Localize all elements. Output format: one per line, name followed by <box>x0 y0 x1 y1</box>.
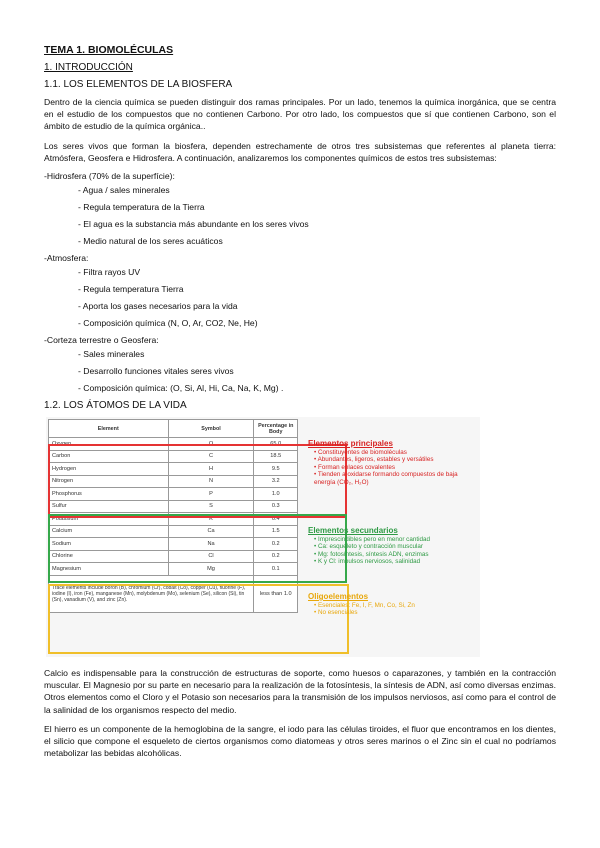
table-cell: Oxygen <box>49 438 169 451</box>
hidrosfera-label: -Hidrosfera (70% de la superfície): <box>44 171 175 182</box>
legend-item: • Mg: fotosíntesis, síntesis ADN, enzimas <box>314 551 478 559</box>
legend-item: • Tienden a oxidarse formando compuestos de baja energía (CO₂, H₂O) <box>314 471 478 486</box>
list-item: - Composición química (N, O, Ar, CO2, Ne, He) <box>78 318 556 329</box>
table-cell: Ca <box>168 525 254 538</box>
table-cell: Mg <box>168 563 254 576</box>
table-cell: K <box>168 513 254 526</box>
table-cell: Sodium <box>49 538 169 551</box>
list-item: - Medio natural de los seres acuáticos <box>78 236 556 247</box>
legend-item: • Ca: esqueleto y contracción muscular <box>314 543 478 551</box>
legend-list <box>308 449 478 487</box>
table-cell: H <box>168 463 254 476</box>
table-cell: 1.0 <box>254 488 298 501</box>
legend-item: • Forman enlaces covalentes <box>314 464 478 472</box>
geosfera-list <box>44 349 556 394</box>
page-title: TEMA 1. BIOMOLÉCULAS <box>44 44 174 56</box>
list-item: - Agua / sales minerales <box>78 185 556 196</box>
table-cell: S <box>168 500 254 513</box>
hidrosfera-list <box>44 185 556 247</box>
table-cell: 9.5 <box>254 463 298 476</box>
table-cell: 0.2 <box>254 538 298 551</box>
table-cell: C <box>168 450 254 463</box>
legend-list <box>308 602 478 617</box>
legend-item: • Esenciales: Fe, I, F, Mn, Co, Si, Zn <box>314 602 478 610</box>
secundarios-highlight-box <box>48 514 347 583</box>
table-cell: 0.3 <box>254 500 298 513</box>
table-cell: Phosphorus <box>49 488 169 501</box>
table-cell: N <box>168 475 254 488</box>
table-cell: Carbon <box>49 450 169 463</box>
atmosfera-list <box>44 267 556 329</box>
list-item: - Regula temperatura de la Tierra <box>78 202 556 213</box>
list-item: - Filtra rayos UV <box>78 267 556 278</box>
paragraph-calcio: Calcio es indispensable para la construcción de estructuras de soporte, como huesos o caparazones, y también en la contracción muscular. El Magnesio por su parte en necesario para la realización de la fotosíntesis, la síntesis de ADN, así como diversas enzimas. Otros elementos como el Cloro y el Potasio son necesarios para la transmisión de los impulsos nerviosos, así como para el control de la salinidad de los organismos respecto del medio. <box>44 668 556 715</box>
paragraph-hierro: El hierro es un componente de la hemoglobina de la sangre, el iodo para las células tiroides, el fluor que encontramos en los dientes, el silicio que compone el esqueleto de ciertos organismos como diatomeas y otros seres marinos o el Zinc sin el cual no podríamos metabolizar las bebidas alcohólicas. <box>44 723 556 759</box>
table-cell: Potassium <box>49 513 169 526</box>
list-item: - Regula temperatura Tierra <box>78 284 556 295</box>
atmosfera-label: -Atmosfera: <box>44 253 89 264</box>
section-heading-atomos-vida: 1.2. LOS ÁTOMOS DE LA VIDA <box>44 400 187 412</box>
legend-item: • No esenciales <box>314 609 478 617</box>
table-cell: Cl <box>168 550 254 563</box>
table-cell: O <box>168 438 254 451</box>
table-cell: 0.4 <box>254 513 298 526</box>
legend-item: • Imprescindibles pero en menor cantidad <box>314 536 478 544</box>
oligo-highlight-box <box>48 584 349 654</box>
list-item: - Composición química: (O, Si, Al, Hi, Ca, Na, K, Mg) . <box>78 383 556 394</box>
document-page <box>44 44 556 766</box>
legend-oligoelementos <box>308 593 478 621</box>
table-header-row <box>49 420 298 438</box>
legend-principales <box>308 440 478 491</box>
list-item: - Sales minerales <box>78 349 556 360</box>
column-header: Element <box>49 420 169 438</box>
table-cell: Na <box>168 538 254 551</box>
section-heading-introduccion: 1. INTRODUCCIÓN <box>44 62 133 73</box>
column-header: Symbol <box>168 420 254 438</box>
trace-value-cell: less than 1.0 <box>254 575 298 612</box>
section-heading-elementos-biosfera: 1.1. LOS ELEMENTOS DE LA BIOSFERA <box>44 79 233 90</box>
table-cell: 0.2 <box>254 550 298 563</box>
legend-title: Oligoelementos <box>308 592 369 602</box>
paragraph-subsistemas: Los seres vivos que forman la biosfera, dependen estrechamente de otros tres subsistemas que referentes al planeta tierra: Atmósfera, Geosfera e Hidrosfera. A continuación, analizaremos los componentes químicos de estos tres subsistemas: <box>44 140 556 163</box>
table-cell: Magnesium <box>49 563 169 576</box>
legend-item: • K y Cl: impulsos nerviosos, salinidad <box>314 558 478 566</box>
list-item: - Desarrollo funciones vitales seres vivos <box>78 366 556 377</box>
table-cell: P <box>168 488 254 501</box>
legend-item: • Abundantes, ligeros, estables y versátiles <box>314 456 478 464</box>
table-cell: Nitrogen <box>49 475 169 488</box>
legend-item: • Constituyentes de biomoléculas <box>314 449 478 457</box>
legend-secundarios <box>308 527 478 570</box>
list-item: - El agua es la substancia más abundante en los seres vivos <box>78 219 556 230</box>
table-cell: Calcium <box>49 525 169 538</box>
principales-highlight-box <box>48 444 347 518</box>
table-cell: 3.2 <box>254 475 298 488</box>
table-cell: 1.5 <box>254 525 298 538</box>
table-cell: 0.1 <box>254 563 298 576</box>
table-cell: 65.0 <box>254 438 298 451</box>
table-cell: Hydrogen <box>49 463 169 476</box>
elements-figure <box>46 417 480 657</box>
legend-title: Elementos secundarios <box>308 526 398 536</box>
geosfera-label: -Corteza terrestre o Geosfera: <box>44 335 159 346</box>
list-item: - Aporta los gases necesarios para la vida <box>78 301 556 312</box>
legend-list <box>308 536 478 566</box>
paragraph-quimica: Dentro de la ciencia química se pueden distinguir dos ramas principales. Por un lado, tenemos la química inorgánica, que se centra en el estudio de los compuestos que no contienen Carbono. Por otro lado, los compuestos que sí que contienen Carbono, son el ámbito de estudio de la química orgánica.. <box>44 97 556 132</box>
table-cell: 18.5 <box>254 450 298 463</box>
legend-title: Elementos principales <box>308 439 393 449</box>
table-cell: Sulfur <box>49 500 169 513</box>
trace-elements-cell: Trace elements include boron (B), chromium (Cr), cobalt (Co), copper (Cu), fluorine (F), iodine (I), iron (Fe), manganese (Mn), molybdenum (Mo), selenium (Se), silicon (Si), tin (Sn), vanadium (V), and zinc (Zn). <box>49 575 254 612</box>
column-header: Percentage in Body <box>254 420 298 438</box>
table-cell: Chlorine <box>49 550 169 563</box>
